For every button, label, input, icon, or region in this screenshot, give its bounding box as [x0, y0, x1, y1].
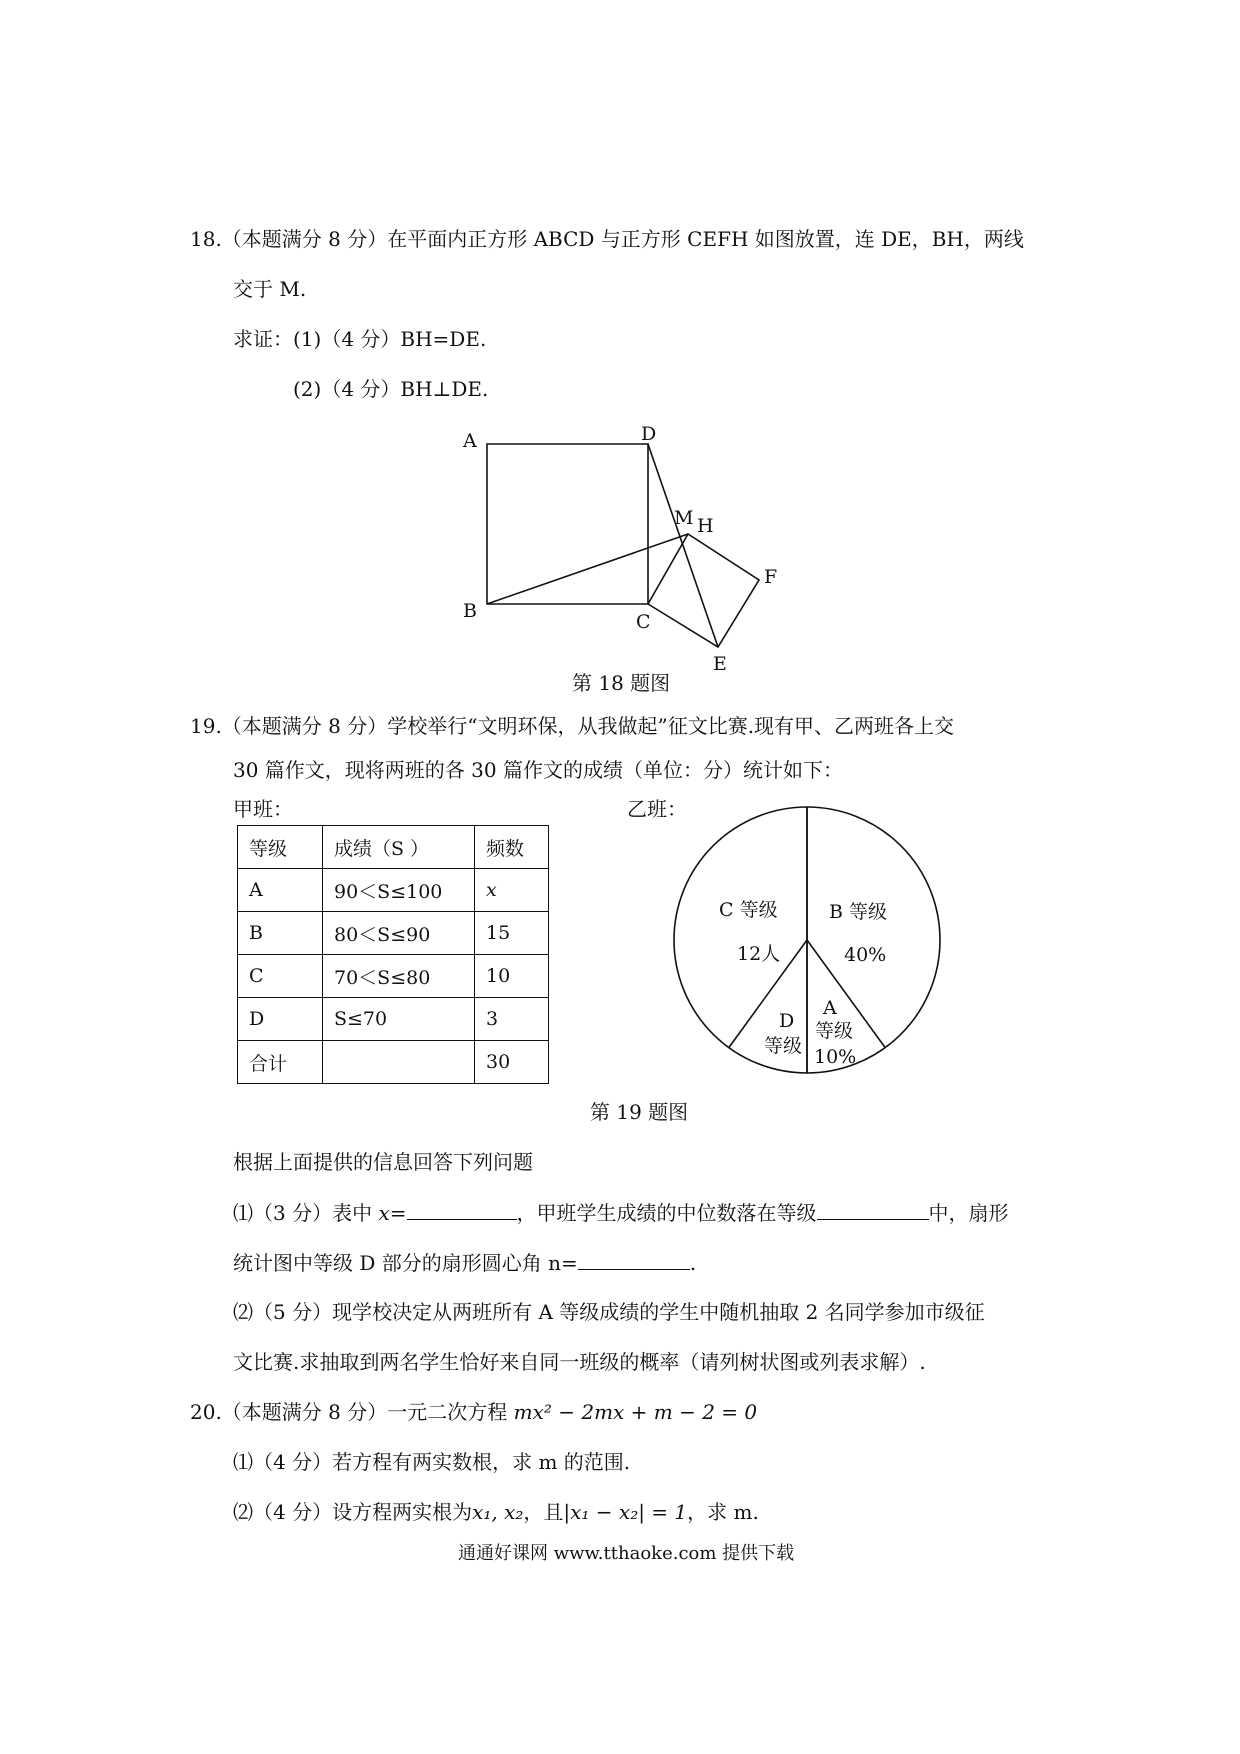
pie-label-d-word: 等级: [764, 1035, 803, 1057]
q19-part-2-line-2: 文比赛.求抽取到两名学生恰好来自同一班级的概率（请列树状图或列表求解）.: [233, 1350, 926, 1374]
label-e: E: [713, 653, 727, 675]
label-d: D: [641, 423, 657, 445]
variable-x: x: [378, 1201, 390, 1225]
label-c: C: [636, 611, 651, 633]
q20-abs-expression: |x₁ − x₂| = 1: [563, 1500, 688, 1524]
table-cell: 15: [475, 912, 549, 955]
blank-angle-n[interactable]: [578, 1249, 690, 1270]
table-cell: B: [238, 912, 323, 955]
page-footer: 通通好课网 www.tthaoke.com 提供下载: [458, 1543, 795, 1564]
pie-label-c-grade: C 等级: [719, 899, 778, 921]
table-cell: 10: [475, 955, 549, 998]
q19-part-1-line-1: ⑴（3 分）表中 x= ，甲班学生成绩的中位数落在等级 中，扇形: [233, 1201, 1009, 1225]
q19-part-1-d: 统计图中等级 D 部分的扇形圆心角 n=: [233, 1251, 578, 1275]
table-cell: C: [238, 955, 323, 998]
q19-part-1-c: 中，扇形: [928, 1201, 1009, 1225]
table-header-cell: 等级: [238, 826, 323, 869]
q20-part-2-c: ，求 m.: [687, 1500, 759, 1524]
q20-line-1: [190, 1399, 757, 1425]
table-cell: 合计: [238, 1041, 323, 1084]
q18-line-1: 18.（本题满分 8 分）在平面内正方形 ABCD 与正方形 CEFH 如图放置，连 DE，BH，两线: [190, 227, 1024, 251]
q19-prompt: 根据上面提供的信息回答下列问题: [233, 1150, 533, 1174]
table-header-cell: 成绩（S ）: [323, 826, 475, 869]
q19-part-1-b: ，甲班学生成绩的中位数落在等级: [516, 1201, 817, 1225]
table-cell: A: [238, 869, 323, 912]
q18-proof-1: 求证：(1)（4 分）BH=DE.: [233, 327, 487, 351]
q20-part-2-b: ，且: [523, 1500, 564, 1524]
table-cell: 3: [475, 998, 549, 1041]
class-b-label: 乙班：: [627, 797, 687, 821]
label-h: H: [697, 515, 714, 537]
label-m: M: [674, 507, 694, 529]
table-cell: 90＜S≤100: [323, 869, 475, 912]
table-cell: 70＜S≤80: [323, 955, 475, 998]
q19-part-2-line-1: ⑵（5 分）现学校决定从两班所有 A 等级成绩的学生中随机抽取 2 名同学参加市级征: [233, 1300, 985, 1324]
q18-caption: 第 18 题图: [572, 671, 671, 695]
pie-label-b-pct: 40%: [844, 944, 887, 966]
q19-part-1-a: ⑴（3 分）表中: [233, 1201, 373, 1225]
table-header-cell: 频数: [475, 826, 549, 869]
pie-label-b-grade: B 等级: [829, 901, 888, 923]
class-a-label: 甲班：: [233, 797, 293, 821]
q18-line-2: 交于 M.: [233, 277, 307, 301]
q19-caption: 第 19 题图: [590, 1100, 689, 1124]
table-cell: x: [475, 869, 549, 912]
pie-label-d-letter: D: [779, 1010, 795, 1032]
q19-line-2: 30 篇作文，现将两班的各 30 篇作文的成绩（单位：分）统计如下：: [233, 758, 843, 782]
blank-x-answer[interactable]: [407, 1199, 517, 1220]
q20-part-2: [233, 1499, 759, 1525]
q20-intro: 20.（本题满分 8 分）一元二次方程: [190, 1400, 508, 1424]
pie-label-a-word: 等级: [815, 1020, 854, 1042]
q19-part-1-line-2: 统计图中等级 D 部分的扇形圆心角 n= .: [233, 1251, 697, 1275]
table-cell: 30: [475, 1041, 549, 1084]
label-b: B: [463, 600, 477, 622]
label-a: A: [463, 430, 477, 452]
q20-part-2-a: ⑵（4 分）设方程两实根为: [233, 1500, 473, 1524]
pie-label-c-count: 12人: [737, 943, 781, 965]
label-f: F: [764, 566, 778, 588]
table-cell: S≤70: [323, 998, 475, 1041]
q20-part-1: ⑴（4 分）若方程有两实数根，求 m 的范围.: [233, 1450, 631, 1474]
blank-median-grade[interactable]: [817, 1199, 929, 1220]
pie-label-a-letter: A: [823, 997, 837, 1019]
pie-label-a-pct: 10%: [814, 1046, 857, 1068]
q18-proof-2: (2)（4 分）BH⊥DE.: [293, 377, 489, 401]
q20-roots: x₁, x₂: [472, 1500, 524, 1524]
q20-equation: mx² − 2mx + m − 2 = 0: [513, 1400, 758, 1424]
table-cell: 80＜S≤90: [323, 912, 475, 955]
q19-line-1: 19.（本题满分 8 分）学校举行“文明环保，从我做起”征文比赛.现有甲、乙两班各上交: [190, 714, 955, 738]
table-cell: D: [238, 998, 323, 1041]
